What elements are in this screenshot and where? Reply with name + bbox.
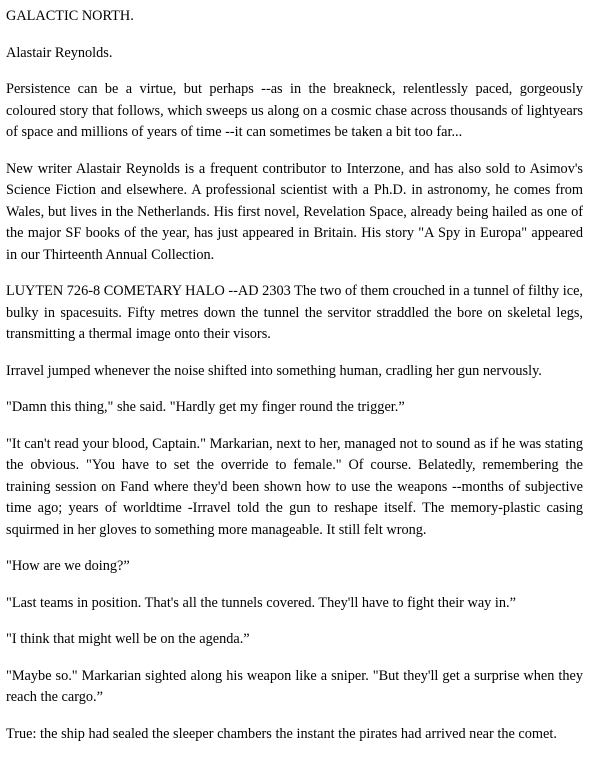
paragraph-opening: LUYTEN 726-8 COMETARY HALO --AD 2303 The two of them crouched in a tunnel of filthy ice, bulky in spacesuits. Fifty metres down the tunnel the servitor straddled the bore on skeletal legs, transmitting a thermal image onto their visors. bbox=[6, 283, 583, 342]
document-page bbox=[6, 6, 583, 760]
paragraph: "It can't read your blood, Captain." Markarian, next to her, managed not to sound as if he was stating the obvious. "You have to set the override to female." Of course. Belatedly, remembering the training session on Fand where they'd been shown how to use the weapons --months of subjective time ago; years of worldtime -Irravel told the gun to reshape itself. The memory-plastic casing squirmed in her gloves to something more manageable. It still felt wrong. bbox=[6, 435, 583, 538]
paragraph: "Maybe so." Markarian sighted along his weapon like a sniper. "But they'll get a surprise when they reach the cargo.” bbox=[6, 667, 583, 705]
paragraph: True: the ship had sealed the sleeper chambers the instant the pirates had arrived near the comet. bbox=[6, 725, 557, 742]
paragraph: "Last teams in position. That's all the tunnels covered. They'll have to fight their way in.” bbox=[6, 594, 516, 611]
paragraph: "I think that might well be on the agenda.” bbox=[6, 631, 250, 647]
paragraph: "How are we doing?” bbox=[6, 558, 130, 574]
paragraph-intro: Persistence can be a virtue, but perhaps --as in the breakneck, relentlessly paced, gorgeously coloured story that follows, which sweeps us along on a cosmic chase across thousands of lightyears of space and millions of years of time --it can sometimes be taken a bit too far... bbox=[6, 81, 583, 140]
paragraph-author-bio: New writer Alastair Reynolds is a frequent contributor to Interzone, and has also sold to Asimov's Science Fiction and elsewhere. A professional scientist with a Ph.D. in astronomy, he comes from Wales, but lives in the Netherlands. His first novel, Revelation Space, already being hailed as one of the major SF books of the year, has just appeared in Britain. His story "A Spy in Europa" appeared in our Thirteenth Annual Collection. bbox=[6, 160, 583, 263]
document-title: GALACTIC NORTH. bbox=[6, 8, 134, 24]
paragraph: Irravel jumped whenever the noise shifted into something human, cradling her gun nervously. bbox=[6, 362, 542, 379]
paragraph: "Damn this thing," she said. "Hardly get my finger round the trigger.” bbox=[6, 399, 405, 415]
document-author: Alastair Reynolds. bbox=[6, 44, 113, 61]
